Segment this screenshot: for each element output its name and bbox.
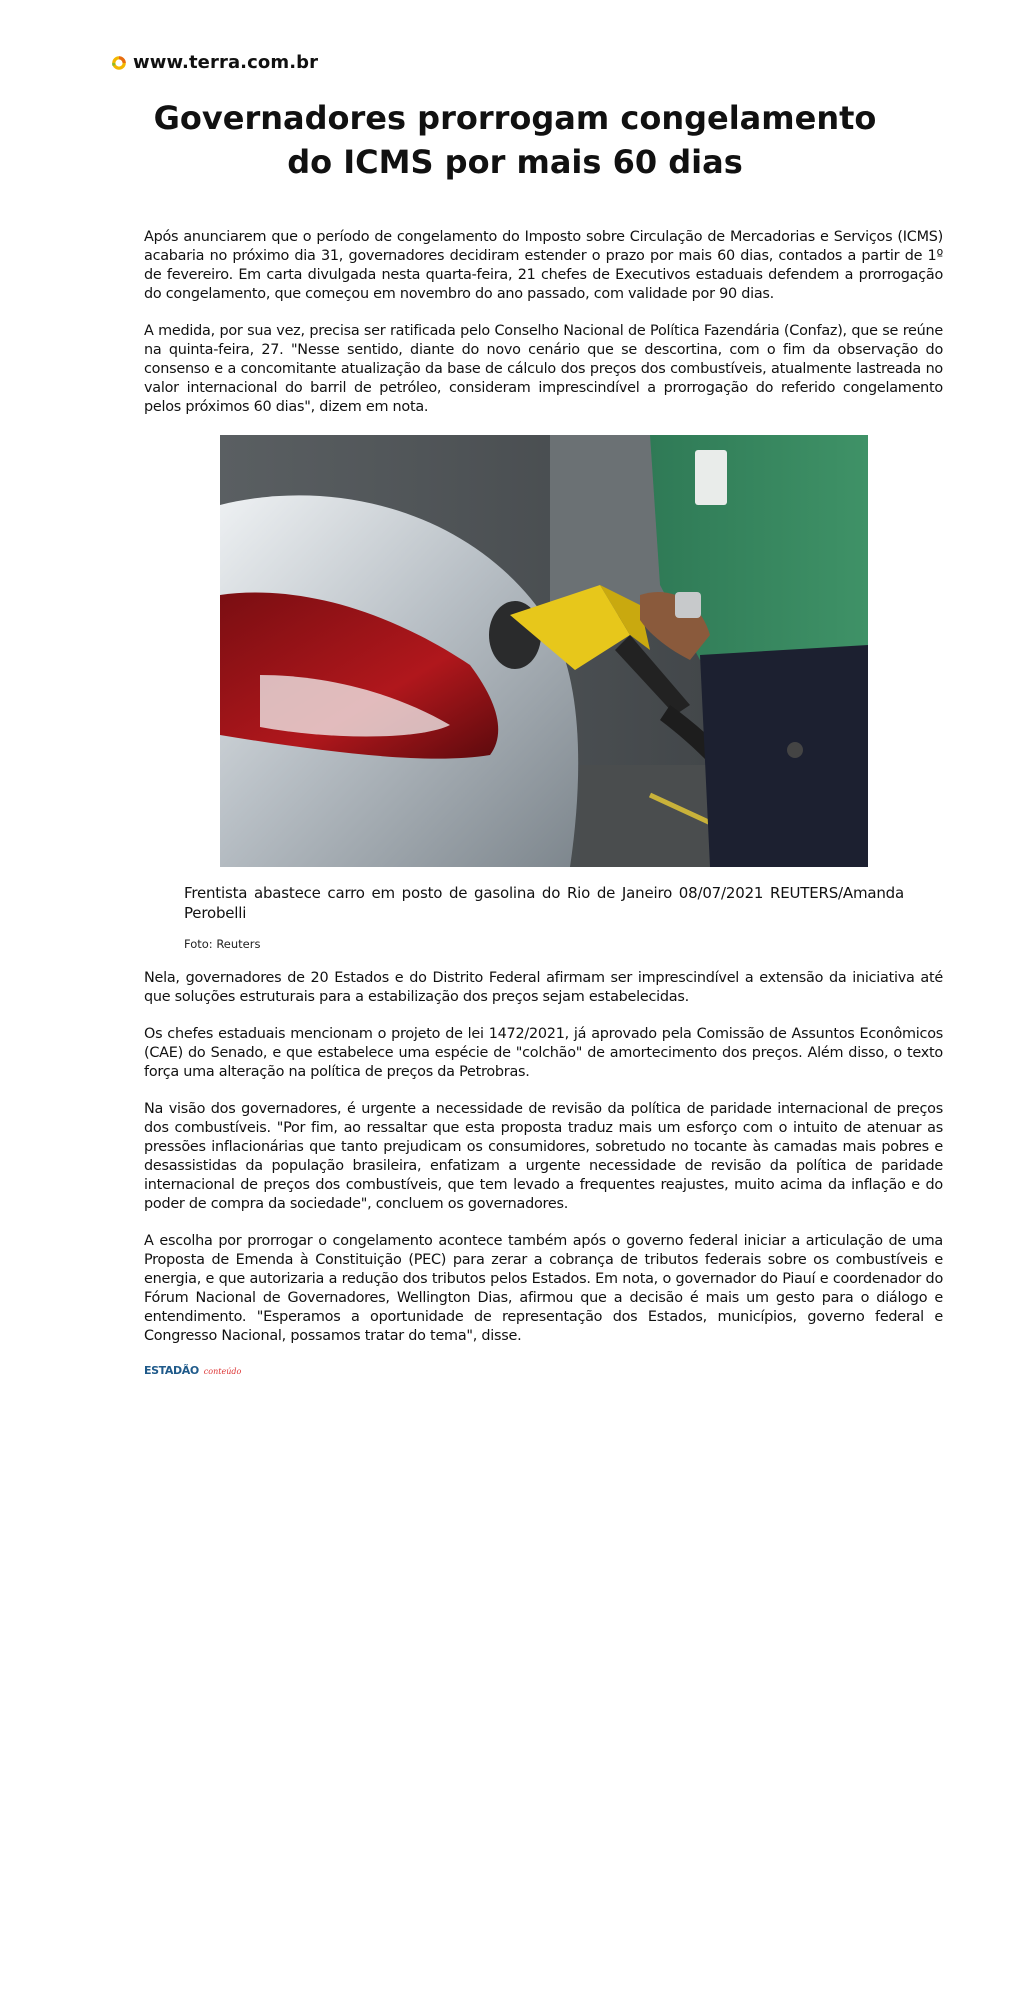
article-paragraph: A escolha por prorrogar o congelamento acontece também após o governo federal iniciar a articulação de uma Proposta de Emenda à Constituição (PEC) para zerar a cobrança de tributos federais sobre os combustíveis e energia, e que autorizaria a redução dos tributos pelos Estados. Em nota, o governador do Piauí e coordenador do Fórum Nacional de Governadores, Wellington Dias, afirmou que a decisão é mais um gesto para o diálogo e entendimento. "Esperamos a oportunidade de representação dos Estados, municípios, governo federal e Congresso Nacional, possamos tratar do tema", disse.	[144, 1233, 943, 1344]
article-body	[144, 228, 943, 1377]
article-paragraph: A medida, por sua vez, precisa ser ratificada pelo Conselho Nacional de Política Fazendária (Confaz), que se reúne na quinta-feira, 27. "Nesse sentido, diante do novo cenário que se descortina, com o fim da observação do consenso e a concomitante atualização da base de cálculo dos preços dos combustíveis, atualmente lastreada no valor internacional do barril de petróleo, consideram imprescindível a prorrogação do referido congelamento pelos próximos 60 dias", dizem em nota.	[144, 323, 943, 415]
article-paragraph: Nela, governadores de 20 Estados e do Distrito Federal afirmam ser imprescindível a extensão da iniciativa até que soluções estruturais para a estabilização dos preços sejam estabelecidas.	[144, 970, 943, 1005]
terra-logo-icon	[111, 55, 127, 71]
fuel-pump-photo	[220, 435, 868, 867]
article-figure	[144, 435, 943, 951]
article-paragraph: Após anunciarem que o período de congelamento do Imposto sobre Circulação de Mercadorias e Serviços (ICMS) acabaria no próximo dia 31, governadores decidiram estender o prazo por mais 60 dias, contados a partir de 1º de fevereiro. Em carta divulgada nesta quarta-feira, 21 chefes de Executivos estaduais defendem a prorrogação do congelamento, que começou em novembro do ano passado, com validade por 90 dias.	[144, 229, 943, 302]
source-brand: ESTADÃO	[144, 1364, 199, 1377]
article-headline: Governadores prorrogam congelamento do ICMS por mais 60 dias	[153, 99, 877, 181]
source-suffix: conteúdo	[203, 1367, 242, 1376]
photo-caption: Frentista abastece carro em posto de gasolina do Rio de Janeiro 08/07/2021 REUTERS/Amanda Perobelli	[184, 884, 904, 922]
estadao-conteudo-logo	[144, 1364, 943, 1377]
photo-credit: Foto: Reuters	[184, 937, 261, 951]
site-header	[111, 52, 318, 73]
article-paragraph: Na visão dos governadores, é urgente a necessidade de revisão da política de paridade internacional de preços dos combustíveis. "Por fim, ao ressaltar que esta proposta traduz mais um esforço com o intuito de atenuar as pressões inflacionárias que tanto prejudicam os consumidores, sobretudo no tocante às camadas mais pobres e desassistidas da população brasileira, enfatizam a urgente necessidade de revisão da política de paridade internacional de preços dos combustíveis, que tem levado a frequentes reajustes, muito acima da inflação e do poder de compra da sociedade", concluem os governadores.	[144, 1101, 943, 1212]
article-paragraph: Os chefes estaduais mencionam o projeto de lei 1472/2021, já aprovado pela Comissão de Assuntos Econômicos (CAE) do Senado, e que estabelece uma espécie de "colchão" de amortecimento dos preços. Além disso, o texto força uma alteração na política de preços da Petrobras.	[144, 1026, 943, 1080]
site-url[interactable]: www.terra.com.br	[133, 52, 319, 73]
